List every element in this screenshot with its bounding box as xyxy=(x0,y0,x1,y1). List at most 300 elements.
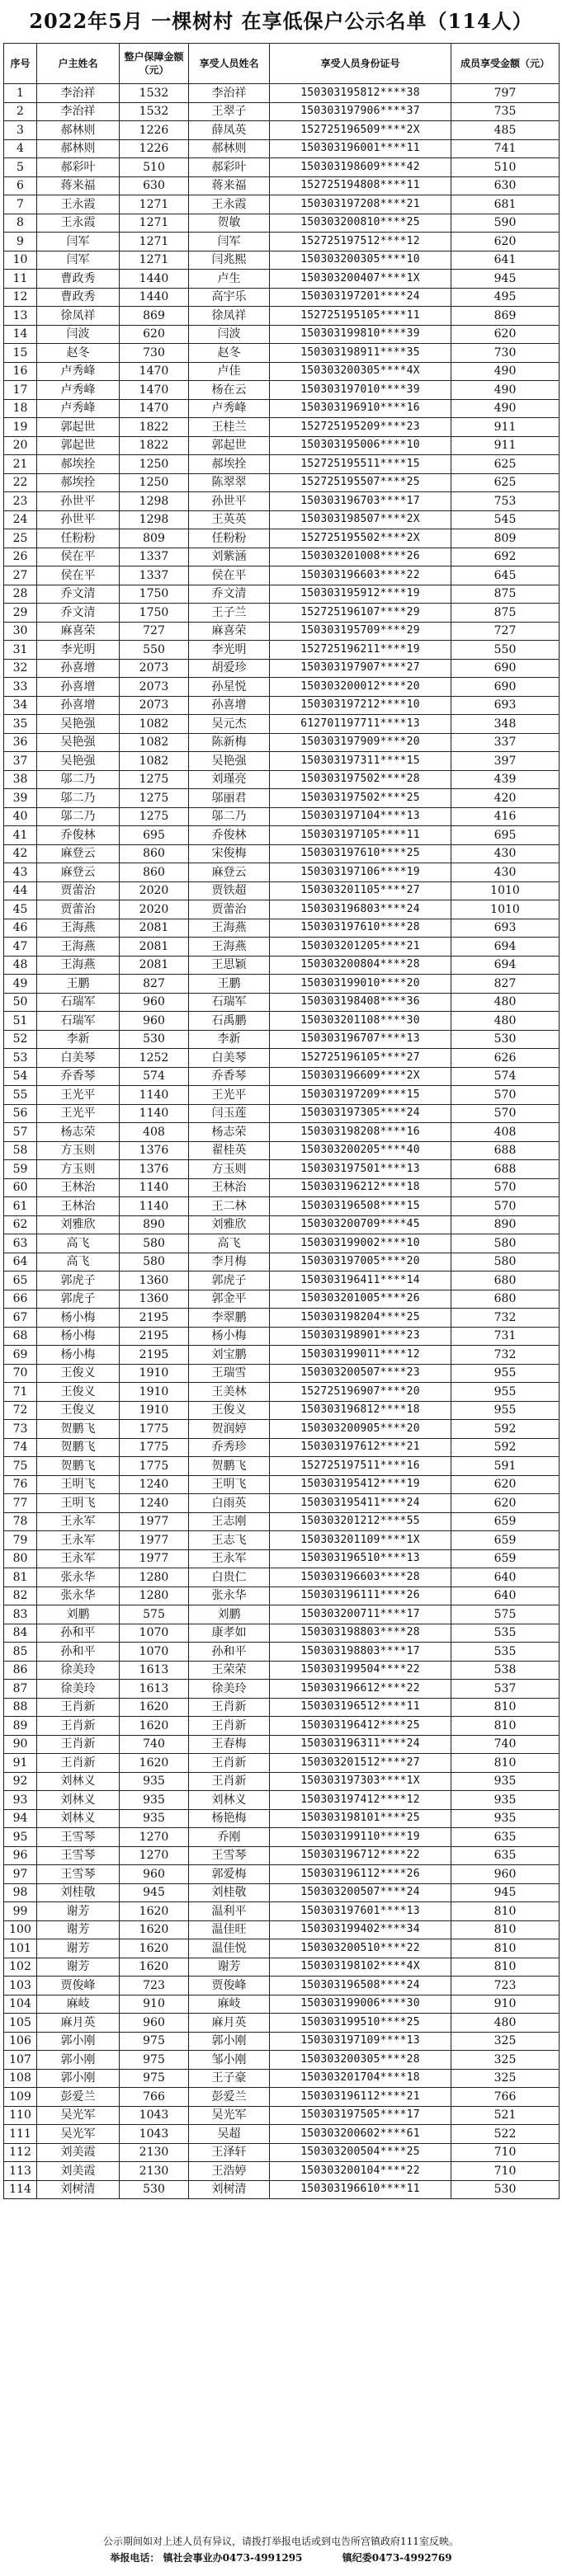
footer-notice xyxy=(3,2533,559,2571)
cell-member-name: 白贵仁 xyxy=(189,1568,270,1587)
cell-head-name: 谢芳 xyxy=(37,1902,120,1921)
cell-member-amount: 545 xyxy=(451,510,560,529)
cell-member-id: 150303198204****25 xyxy=(270,1309,451,1328)
cell-amount: 1140 xyxy=(120,1104,189,1123)
cell-member-amount: 710 xyxy=(451,2143,560,2162)
cell-member-id: 150303196609****2X xyxy=(270,1067,451,1086)
cell-head-name: 方玉则 xyxy=(37,1160,120,1179)
table-row xyxy=(4,1902,560,1921)
cell-member-name: 李翠鹏 xyxy=(189,1309,270,1328)
cell-seq: 94 xyxy=(4,1809,37,1828)
cell-member-id: 150303197201****24 xyxy=(270,288,451,307)
cell-head-name: 贺鹏飞 xyxy=(37,1420,120,1439)
cell-seq: 71 xyxy=(4,1383,37,1402)
cell-seq: 87 xyxy=(4,1680,37,1699)
cell-member-id: 150303198911****35 xyxy=(270,344,451,363)
cell-head-name: 杨小梅 xyxy=(37,1327,120,1346)
cell-amount: 1775 xyxy=(120,1420,189,1439)
cell-member-amount: 397 xyxy=(451,752,560,771)
cell-amount: 580 xyxy=(120,1234,189,1253)
cell-member-id: 150303196610****11 xyxy=(270,2180,451,2199)
cell-member-amount: 827 xyxy=(451,975,560,994)
table-row xyxy=(4,529,560,548)
table-row xyxy=(4,436,560,455)
cell-amount: 1270 xyxy=(120,1846,189,1865)
cell-head-name: 刘树清 xyxy=(37,2180,120,2199)
cell-head-name: 刘林义 xyxy=(37,1772,120,1791)
table-row xyxy=(4,1717,560,1736)
cell-seq: 7 xyxy=(4,195,37,214)
cell-member-amount: 890 xyxy=(451,1215,560,1234)
cell-amount: 1270 xyxy=(120,1828,189,1847)
cell-head-name: 卢秀峰 xyxy=(37,381,120,400)
table-row xyxy=(4,1531,560,1550)
cell-member-id: 150303198507****2X xyxy=(270,510,451,529)
cell-seq: 58 xyxy=(4,1141,37,1160)
cell-member-id: 150303200205****40 xyxy=(270,1141,451,1160)
cell-member-name: 闫军 xyxy=(189,233,270,251)
cell-seq: 43 xyxy=(4,863,37,882)
table-row xyxy=(4,1977,560,1995)
table-row xyxy=(4,2143,560,2162)
table-row xyxy=(4,1828,560,1847)
cell-member-id: 150303199402****34 xyxy=(270,1920,451,1939)
table-row xyxy=(4,1883,560,1902)
cell-member-amount: 810 xyxy=(451,1717,560,1736)
table-row xyxy=(4,881,560,900)
cell-seq: 85 xyxy=(4,1643,37,1662)
cell-amount: 2195 xyxy=(120,1346,189,1365)
cell-member-amount: 910 xyxy=(451,1995,560,2014)
cell-member-amount: 530 xyxy=(451,1030,560,1049)
cell-member-id: 150303198803****17 xyxy=(270,1643,451,1662)
table-row xyxy=(4,807,560,826)
table-row xyxy=(4,2032,560,2051)
cell-head-name: 刘鹏 xyxy=(37,1605,120,1624)
cell-amount: 975 xyxy=(120,2069,189,2088)
table-row xyxy=(4,492,560,511)
cell-amount: 695 xyxy=(120,826,189,845)
cell-member-name: 温佳旺 xyxy=(189,1920,270,1939)
cell-member-amount: 535 xyxy=(451,1624,560,1643)
cell-seq: 65 xyxy=(4,1272,37,1290)
cell-member-amount: 723 xyxy=(451,1977,560,1995)
cell-seq: 6 xyxy=(4,176,37,195)
cell-head-name: 王海燕 xyxy=(37,938,120,957)
cell-amount: 580 xyxy=(120,1253,189,1272)
cell-member-id: 152725197511****16 xyxy=(270,1457,451,1476)
cell-head-name: 乔香琴 xyxy=(37,1067,120,1086)
cell-amount: 1620 xyxy=(120,1754,189,1773)
cell-amount: 960 xyxy=(120,2014,189,2033)
cell-member-id: 150303198408****36 xyxy=(270,993,451,1012)
cell-member-id: 150303201008****26 xyxy=(270,548,451,566)
cell-seq: 75 xyxy=(4,1457,37,1476)
cell-head-name: 郭虎子 xyxy=(37,1290,120,1309)
cell-head-name: 贺鹏飞 xyxy=(37,1438,120,1457)
table-row xyxy=(4,1754,560,1773)
cell-head-name: 石瑞军 xyxy=(37,1012,120,1031)
cell-member-amount: 408 xyxy=(451,1123,560,1142)
cell-member-id: 150303196910****16 xyxy=(270,399,451,418)
cell-member-name: 郝埃拴 xyxy=(189,455,270,474)
cell-seq: 67 xyxy=(4,1309,37,1328)
cell-seq: 97 xyxy=(4,1865,37,1884)
cell-member-amount: 592 xyxy=(451,1438,560,1457)
table-row xyxy=(4,975,560,994)
cell-member-amount: 693 xyxy=(451,696,560,715)
cell-member-id: 150303201205****21 xyxy=(270,938,451,957)
cell-member-id: 150303197005****20 xyxy=(270,1253,451,1272)
cell-member-id: 150303197610****28 xyxy=(270,919,451,938)
table-row xyxy=(4,1309,560,1328)
cell-seq: 44 xyxy=(4,881,37,900)
table-row xyxy=(4,659,560,678)
cell-amount: 1620 xyxy=(120,1698,189,1717)
cell-member-id: 150303196703****17 xyxy=(270,492,451,511)
cell-head-name: 王海燕 xyxy=(37,919,120,938)
cell-member-id: 150303200504****25 xyxy=(270,2143,451,2162)
cell-head-name: 卢秀峰 xyxy=(37,362,120,381)
cell-seq: 79 xyxy=(4,1531,37,1550)
cell-member-id: 150303201109****1X xyxy=(270,1531,451,1550)
cell-member-amount: 325 xyxy=(451,2069,560,2088)
cell-member-id: 152725197512****12 xyxy=(270,233,451,251)
cell-member-amount: 325 xyxy=(451,2032,560,2051)
cell-member-amount: 530 xyxy=(451,2180,560,2199)
cell-member-amount: 490 xyxy=(451,399,560,418)
cell-member-id: 150303199006****30 xyxy=(270,1995,451,2014)
table-row xyxy=(4,1995,560,2014)
cell-member-name: 张永华 xyxy=(189,1586,270,1605)
cell-member-id: 152725195105****11 xyxy=(270,307,451,326)
cell-seq: 74 xyxy=(4,1438,37,1457)
cell-member-id: 150303200510****22 xyxy=(270,1939,451,1958)
cell-member-name: 王美林 xyxy=(189,1383,270,1402)
cell-member-id: 150303197909****20 xyxy=(270,733,451,752)
table-row xyxy=(4,1012,560,1031)
cell-member-name: 宋俊梅 xyxy=(189,844,270,863)
cell-seq: 19 xyxy=(4,418,37,437)
header-seq: 序号 xyxy=(4,44,37,84)
cell-head-name: 孙世平 xyxy=(37,510,120,529)
cell-member-amount: 911 xyxy=(451,418,560,437)
cell-member-id: 152725195209****23 xyxy=(270,418,451,437)
cell-head-name: 刘桂敬 xyxy=(37,1883,120,1902)
cell-member-id: 150303201704****18 xyxy=(270,2069,451,2088)
cell-member-id: 150303198609****42 xyxy=(270,158,451,177)
cell-member-amount: 490 xyxy=(451,381,560,400)
table-row xyxy=(4,473,560,492)
cell-member-amount: 620 xyxy=(451,233,560,251)
cell-seq: 73 xyxy=(4,1420,37,1439)
cell-amount: 960 xyxy=(120,993,189,1012)
table-row xyxy=(4,1457,560,1476)
cell-member-name: 王海燕 xyxy=(189,938,270,957)
cell-member-name: 贺润婷 xyxy=(189,1420,270,1439)
cell-member-id: 150303195709****29 xyxy=(270,622,451,641)
cell-head-name: 李治祥 xyxy=(37,102,120,121)
cell-member-id: 150303196510****13 xyxy=(270,1549,451,1568)
cell-member-id: 150303197505****17 xyxy=(270,2106,451,2125)
footer-contact-social: 镇社会事业办0473-4991295 xyxy=(163,2552,303,2564)
cell-head-name: 麻岐 xyxy=(37,1995,120,2014)
cell-member-amount: 626 xyxy=(451,1049,560,1068)
cell-member-amount: 495 xyxy=(451,288,560,307)
cell-member-name: 王鹏 xyxy=(189,975,270,994)
cell-member-amount: 688 xyxy=(451,1141,560,1160)
cell-member-name: 郭起世 xyxy=(189,436,270,455)
cell-member-amount: 521 xyxy=(451,2106,560,2125)
cell-seq: 83 xyxy=(4,1605,37,1624)
cell-head-name: 高飞 xyxy=(37,1253,120,1272)
cell-member-amount: 690 xyxy=(451,678,560,697)
cell-head-name: 徐凤祥 xyxy=(37,307,120,326)
table-row xyxy=(4,288,560,307)
cell-member-amount: 416 xyxy=(451,807,560,826)
cell-member-name: 王永霞 xyxy=(189,195,270,214)
cell-seq: 80 xyxy=(4,1549,37,1568)
cell-member-amount: 480 xyxy=(451,1012,560,1031)
footer-contact-discipline: 镇纪委0473-4992769 xyxy=(342,2552,452,2564)
cell-member-amount: 550 xyxy=(451,641,560,660)
table-row xyxy=(4,121,560,140)
cell-member-id: 150303197208****21 xyxy=(270,195,451,214)
table-row xyxy=(4,381,560,400)
cell-member-amount: 810 xyxy=(451,1958,560,1977)
cell-amount: 1337 xyxy=(120,566,189,585)
cell-member-id: 150303199002****10 xyxy=(270,1234,451,1253)
table-row xyxy=(4,307,560,326)
cell-member-name: 贺鹏飞 xyxy=(189,1457,270,1476)
cell-amount: 740 xyxy=(120,1735,189,1754)
table-row xyxy=(4,1234,560,1253)
cell-head-name: 刘林义 xyxy=(37,1791,120,1810)
table-row xyxy=(4,251,560,270)
cell-member-id: 150303196612****22 xyxy=(270,1680,451,1699)
cell-member-id: 150303196707****13 xyxy=(270,1030,451,1049)
cell-member-name: 麻岐 xyxy=(189,1995,270,2014)
cell-head-name: 李新 xyxy=(37,1030,120,1049)
cell-seq: 92 xyxy=(4,1772,37,1791)
cell-member-amount: 538 xyxy=(451,1661,560,1680)
table-row xyxy=(4,696,560,715)
cell-seq: 42 xyxy=(4,844,37,863)
cell-head-name: 王光平 xyxy=(37,1104,120,1123)
cell-member-id: 150303195812****38 xyxy=(270,84,451,103)
cell-seq: 105 xyxy=(4,2014,37,2033)
cell-seq: 4 xyxy=(4,139,37,158)
cell-member-amount: 732 xyxy=(451,1346,560,1365)
cell-head-name: 吴光军 xyxy=(37,2125,120,2144)
cell-head-name: 郝埃拴 xyxy=(37,473,120,492)
cell-member-name: 贾蕾治 xyxy=(189,900,270,919)
table-row xyxy=(4,641,560,660)
cell-member-amount: 740 xyxy=(451,1735,560,1754)
cell-member-id: 150303200012****20 xyxy=(270,678,451,697)
cell-member-amount: 640 xyxy=(451,1568,560,1587)
cell-seq: 69 xyxy=(4,1346,37,1365)
cell-member-amount: 325 xyxy=(451,2051,560,2070)
cell-head-name: 郭起世 xyxy=(37,436,120,455)
cell-member-name: 康孝如 xyxy=(189,1624,270,1643)
cell-amount: 935 xyxy=(120,1809,189,1828)
cell-amount: 1750 xyxy=(120,585,189,604)
cell-member-amount: 635 xyxy=(451,1846,560,1865)
footer-line-objection: 公示期间如对上述人员有异议，请拨打举报电话或到屯告所宫镇政府111室反映。 xyxy=(103,2536,459,2547)
cell-member-amount: 875 xyxy=(451,585,560,604)
cell-seq: 104 xyxy=(4,1995,37,2014)
cell-member-name: 李光明 xyxy=(189,641,270,660)
table-row xyxy=(4,270,560,289)
cell-member-name: 胡爱珍 xyxy=(189,659,270,678)
cell-amount: 1271 xyxy=(120,251,189,270)
cell-head-name: 郭小刚 xyxy=(37,2069,120,2088)
cell-seq: 54 xyxy=(4,1067,37,1086)
cell-amount: 1620 xyxy=(120,1920,189,1939)
cell-head-name: 孙和平 xyxy=(37,1624,120,1643)
cell-member-id: 150303197105****11 xyxy=(270,826,451,845)
table-row xyxy=(4,1383,560,1402)
cell-amount: 1470 xyxy=(120,381,189,400)
cell-member-amount: 348 xyxy=(451,715,560,734)
cell-member-id: 150303197502****28 xyxy=(270,770,451,789)
cell-member-amount: 522 xyxy=(451,2125,560,2144)
cell-seq: 101 xyxy=(4,1939,37,1958)
cell-member-name: 孙星悦 xyxy=(189,678,270,697)
cell-head-name: 张永华 xyxy=(37,1586,120,1605)
cell-amount: 1376 xyxy=(120,1160,189,1179)
cell-head-name: 乔文清 xyxy=(37,585,120,604)
cell-member-name: 侯在平 xyxy=(189,566,270,585)
cell-amount: 2195 xyxy=(120,1309,189,1328)
cell-amount: 1275 xyxy=(120,770,189,789)
cell-member-id: 150303196508****15 xyxy=(270,1197,451,1216)
table-row xyxy=(4,1939,560,1958)
cell-member-amount: 810 xyxy=(451,1698,560,1717)
cell-head-name: 杨小梅 xyxy=(37,1346,120,1365)
cell-head-name: 郝林则 xyxy=(37,121,120,140)
cell-seq: 3 xyxy=(4,121,37,140)
table-row xyxy=(4,1568,560,1587)
table-row xyxy=(4,752,560,771)
cell-member-name: 郭金平 xyxy=(189,1290,270,1309)
cell-member-name: 吴元杰 xyxy=(189,715,270,734)
cell-member-name: 王子兰 xyxy=(189,604,270,623)
cell-member-amount: 590 xyxy=(451,214,560,233)
cell-seq: 15 xyxy=(4,344,37,363)
cell-member-amount: 695 xyxy=(451,826,560,845)
cell-amount: 1298 xyxy=(120,492,189,511)
cell-amount: 630 xyxy=(120,176,189,195)
cell-member-id: 150303197209****15 xyxy=(270,1086,451,1105)
cell-member-amount: 741 xyxy=(451,139,560,158)
cell-seq: 31 xyxy=(4,641,37,660)
cell-head-name: 李治祥 xyxy=(37,84,120,103)
cell-head-name: 张永华 xyxy=(37,1568,120,1587)
table-row xyxy=(4,1141,560,1160)
cell-member-amount: 659 xyxy=(451,1549,560,1568)
cell-member-name: 王英英 xyxy=(189,510,270,529)
cell-member-name: 王雪琴 xyxy=(189,1846,270,1865)
cell-member-name: 刘林义 xyxy=(189,1791,270,1810)
header-member-id: 享受人员身份证号 xyxy=(270,44,451,84)
cell-amount: 809 xyxy=(120,529,189,548)
cell-seq: 86 xyxy=(4,1661,37,1680)
cell-head-name: 王俊义 xyxy=(37,1364,120,1383)
cell-member-id: 150303200407****1X xyxy=(270,270,451,289)
cell-member-id: 150303196512****11 xyxy=(270,1698,451,1717)
cell-member-name: 薛凤英 xyxy=(189,121,270,140)
cell-member-amount: 955 xyxy=(451,1401,560,1420)
cell-seq: 37 xyxy=(4,752,37,771)
cell-seq: 114 xyxy=(4,2180,37,2199)
cell-amount: 1280 xyxy=(120,1568,189,1587)
cell-member-amount: 809 xyxy=(451,529,560,548)
cell-amount: 945 xyxy=(120,1883,189,1902)
cell-amount: 1298 xyxy=(120,510,189,529)
cell-seq: 1 xyxy=(4,84,37,103)
cell-head-name: 麻喜荣 xyxy=(37,622,120,641)
cell-seq: 14 xyxy=(4,325,37,344)
cell-member-name: 郝林则 xyxy=(189,139,270,158)
cell-member-id: 150303199010****20 xyxy=(270,975,451,994)
cell-member-name: 贺敏 xyxy=(189,214,270,233)
cell-member-id: 150303201108****30 xyxy=(270,1012,451,1031)
cell-head-name: 王永军 xyxy=(37,1512,120,1531)
cell-seq: 56 xyxy=(4,1104,37,1123)
cell-amount: 1977 xyxy=(120,1531,189,1550)
cell-member-id: 150303196111****26 xyxy=(270,1586,451,1605)
cell-member-id: 150303201512****27 xyxy=(270,1754,451,1773)
cell-seq: 20 xyxy=(4,436,37,455)
cell-head-name: 王永军 xyxy=(37,1531,120,1550)
cell-seq: 70 xyxy=(4,1364,37,1383)
cell-amount: 2081 xyxy=(120,919,189,938)
cell-head-name: 蒋来福 xyxy=(37,176,120,195)
cell-member-id: 150303197010****39 xyxy=(270,381,451,400)
cell-member-name: 乔俊林 xyxy=(189,826,270,845)
cell-member-amount: 730 xyxy=(451,344,560,363)
table-row xyxy=(4,1643,560,1662)
cell-member-name: 温佳悦 xyxy=(189,1939,270,1958)
cell-member-name: 白美琴 xyxy=(189,1049,270,1068)
cell-member-name: 刘宝鹏 xyxy=(189,1346,270,1365)
cell-amount: 1822 xyxy=(120,418,189,437)
cell-member-name: 王永军 xyxy=(189,1549,270,1568)
cell-amount: 1271 xyxy=(120,233,189,251)
cell-head-name: 方玉则 xyxy=(37,1141,120,1160)
cell-amount: 1775 xyxy=(120,1457,189,1476)
cell-member-amount: 625 xyxy=(451,455,560,474)
table-row xyxy=(4,919,560,938)
cell-member-id: 150303199504****22 xyxy=(270,1661,451,1680)
cell-member-amount: 485 xyxy=(451,121,560,140)
cell-seq: 49 xyxy=(4,975,37,994)
footer-report-label: 举报电话： xyxy=(110,2552,160,2564)
cell-seq: 8 xyxy=(4,214,37,233)
cell-member-id: 150303197610****25 xyxy=(270,844,451,863)
cell-amount: 727 xyxy=(120,622,189,641)
cell-member-id: 150303196603****22 xyxy=(270,566,451,585)
table-row xyxy=(4,195,560,214)
table-row xyxy=(4,1438,560,1457)
table-row xyxy=(4,362,560,381)
cell-amount: 1271 xyxy=(120,214,189,233)
cell-member-name: 杨在云 xyxy=(189,381,270,400)
cell-seq: 72 xyxy=(4,1401,37,1420)
cell-member-name: 卢生 xyxy=(189,270,270,289)
